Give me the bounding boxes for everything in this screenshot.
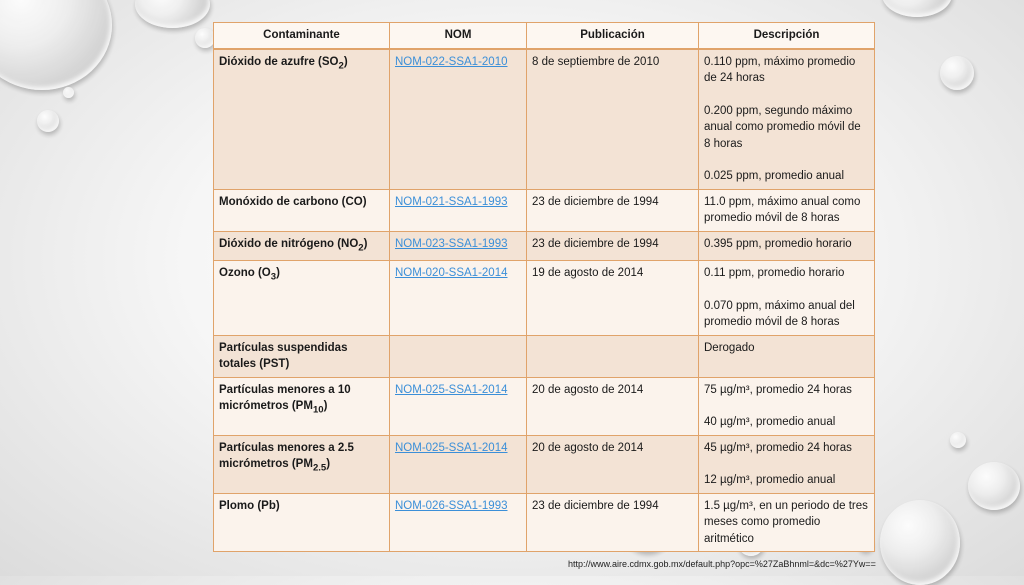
water-drop-decoration: [968, 462, 1020, 510]
pollutant-cell: [214, 261, 390, 336]
description-cell: [699, 493, 875, 552]
nom-cell: [390, 435, 527, 493]
description-cell: [699, 335, 875, 377]
pollutant-subscript: 10: [312, 404, 324, 416]
pollutant-subscript: 2: [338, 59, 344, 71]
description-cell: [699, 377, 875, 435]
description-line: 0.110 ppm, máximo promedio de 24 horas: [704, 55, 856, 84]
pollutant-name-suffix: ): [326, 458, 331, 471]
nom-cell: [390, 189, 527, 231]
pollutant-subscript: 2: [358, 241, 364, 253]
nom-link[interactable]: NOM-026-SSA1-1993: [395, 499, 508, 512]
water-drop-decoration: [950, 432, 966, 448]
nom-cell: [390, 261, 527, 336]
description-cell: [699, 261, 875, 336]
nom-cell: [390, 377, 527, 435]
pollutant-cell: [214, 49, 390, 190]
pollutant-name: Partículas menores a 2.5 micrómetros (PM: [219, 441, 354, 471]
description-cell: [699, 435, 875, 493]
publication-date-cell: 20 de agosto de 2014: [527, 435, 699, 493]
publication-date-cell: 23 de diciembre de 1994: [527, 231, 699, 261]
description-line: 45 µg/m³, promedio 24 horas: [704, 441, 852, 454]
publication-date-cell: 20 de agosto de 2014: [527, 377, 699, 435]
nom-cell: [390, 231, 527, 261]
pollutant-name-suffix: ): [323, 400, 328, 413]
water-drop-decoration: [0, 0, 112, 90]
publication-date-cell: 23 de diciembre de 1994: [527, 493, 699, 552]
description-line: 0.11 ppm, promedio horario: [704, 267, 845, 280]
table-row: [214, 377, 875, 435]
column-header-nom: NOM: [390, 23, 527, 49]
pollutant-cell: [214, 335, 390, 377]
description-line: 0.200 ppm, segundo máximo anual como promedio móvil de 8 horas: [704, 104, 861, 150]
pollutant-subscript: 2.5: [312, 462, 327, 474]
publication-date-cell: 19 de agosto de 2014: [527, 261, 699, 336]
water-drop-decoration: [940, 56, 974, 90]
description-line: 40 µg/m³, promedio anual: [704, 416, 836, 429]
description-line: 0.025 ppm, promedio anual: [704, 170, 845, 182]
description-cell: [699, 231, 875, 261]
table-row: [214, 493, 875, 552]
nom-cell: [390, 493, 527, 552]
description-line: 11.0 ppm, máximo anual como promedio móvil de 8 horas: [704, 195, 861, 224]
nom-link[interactable]: NOM-022-SSA1-2010: [395, 55, 508, 68]
nom-link[interactable]: NOM-023-SSA1-1993: [395, 237, 508, 250]
column-header-descripcion: Descripción: [699, 23, 875, 49]
water-drop-decoration: [195, 28, 215, 48]
water-drop-decoration: [37, 110, 59, 132]
nom-cell: [390, 49, 527, 190]
water-drop-decoration: [880, 500, 960, 585]
pollutant-name-suffix: ): [276, 267, 280, 280]
column-header-contaminante: Contaminante: [214, 23, 390, 49]
pollutant-name-suffix: ): [343, 55, 348, 68]
nom-cell: [390, 335, 527, 377]
nom-link[interactable]: NOM-025-SSA1-2014: [395, 441, 508, 454]
pollutant-subscript: 3: [270, 271, 277, 283]
pollutant-name-suffix: ): [363, 237, 368, 250]
pollutant-cell: [214, 435, 390, 493]
pollutant-name: Partículas menores a 10 micrómetros (PM: [219, 383, 351, 413]
publication-date-cell: 23 de diciembre de 1994: [527, 189, 699, 231]
table-row: [214, 261, 875, 336]
table-row: [214, 335, 875, 377]
publication-date-cell: 8 de septiembre de 2010: [527, 49, 699, 190]
description-line: 12 µg/m³, promedio anual: [704, 474, 836, 487]
water-drop-decoration: [63, 87, 74, 98]
description-line: 75 µg/m³, promedio 24 horas: [704, 383, 852, 396]
description-line: 0.070 ppm, máximo anual del promedio móvil de 8 horas: [704, 299, 855, 329]
description-line: 0.395 ppm, promedio horario: [704, 237, 852, 250]
pollutant-name: Ozono (O: [219, 267, 271, 280]
pollutant-name: Plomo (Pb): [219, 499, 280, 512]
nom-link[interactable]: NOM-021-SSA1-1993: [395, 195, 508, 208]
pollutant-cell: [214, 377, 390, 435]
description-cell: [699, 189, 875, 231]
table-row: [214, 435, 875, 493]
nom-link[interactable]: NOM-020-SSA1-2014: [395, 267, 508, 280]
pollutant-cell: [214, 231, 390, 261]
description-line: Derogado: [704, 341, 755, 354]
pollutant-cell: [214, 493, 390, 552]
pollutant-name: Monóxido de carbono (CO): [219, 195, 367, 208]
source-url: http://www.aire.cdmx.gob.mx/default.php?opc=%27ZaBhnml=&dc=%27Yw==: [568, 559, 876, 569]
nom-link[interactable]: NOM-025-SSA1-2014: [395, 383, 508, 396]
air-quality-standards-table: [213, 22, 875, 552]
pollutant-name: Dióxido de nitrógeno (NO: [219, 237, 359, 250]
pollutant-cell: [214, 189, 390, 231]
pollutant-name: Dióxido de azufre (SO: [219, 55, 339, 68]
table-header-row: [214, 23, 875, 49]
table-row: [214, 49, 875, 190]
column-header-publicacion: Publicación: [527, 23, 699, 49]
table-row: [214, 189, 875, 231]
description-cell: [699, 49, 875, 190]
pollutant-name: Partículas suspendidas totales (PST): [219, 341, 348, 371]
publication-date-cell: [527, 335, 699, 377]
description-line: 1.5 µg/m³, en un periodo de tres meses como promedio aritmético: [704, 499, 868, 545]
water-drop-decoration: [135, 0, 210, 28]
water-drop-decoration: [882, 0, 952, 17]
table-row: [214, 231, 875, 261]
